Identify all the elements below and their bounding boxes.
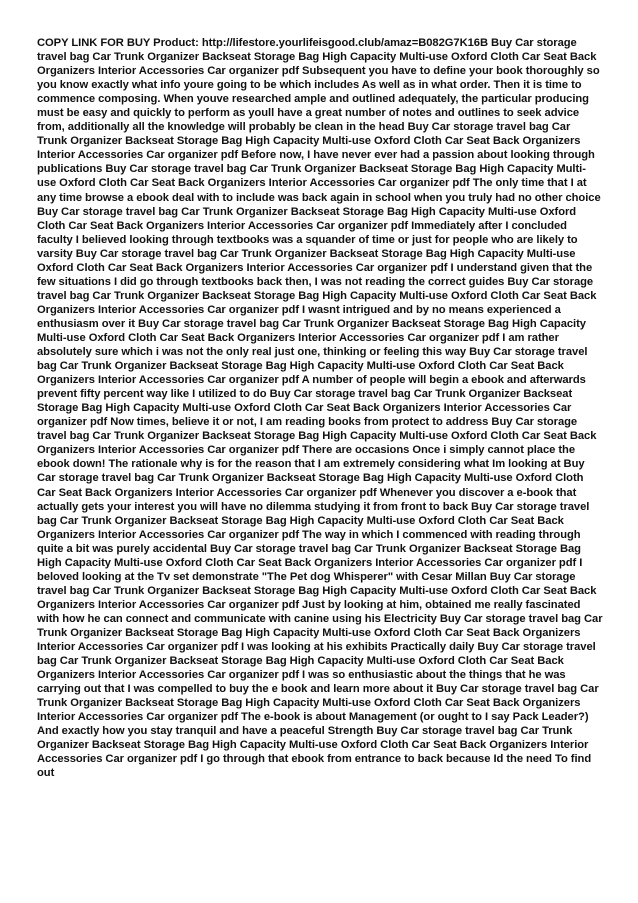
body-text: COPY LINK FOR BUY Product: http://lifestore.yourlifeisgood.club/amaz=B082G7K16B Buy Car storage travel bag Car Trunk Organizer Backseat Storage Bag High Capacity Multi-use Oxford Cloth Car Seat Back Organizers Interior Accessories Car organizer pdf Subsequent you have to define your book thoroughly so you know exactly what info youre going to be which includes As well as in what order. Then it is time to commence composing. When youve researched ample and outlined adequately, the particular producing must be easy and quickly to perform as youll have a great number of notes and outlines to seek advice from, additionally all the knowledge will probably be clean in the head Buy Car storage travel bag Car Trunk Organizer Backseat Storage Bag High Capacity Multi-use Oxford Cloth Car Seat Back Organizers Interior Accessories Car organizer pdf Before now, I have never ever had a passion about looking through publications Buy Car storage travel bag Car Trunk Organizer Backseat Storage Bag High Capacity Multi-use Oxford Cloth Car Seat Back Organizers Interior Accessories Car organizer pdf The only time that I at any time browse a ebook deal with to include was back again in school when you truly had no other choice Buy Car storage travel bag Car Trunk Organizer Backseat Storage Bag High Capacity Multi-use Oxford Cloth Car Seat Back Organizers Interior Accessories Car organizer pdf Immediately after I concluded faculty I believed looking through textbooks was a squander of time or just for people who are likely to varsity Buy Car storage travel bag Car Trunk Organizer Backseat Storage Bag High Capacity Multi-use Oxford Cloth Car Seat Back Organizers Interior Accessories Car organizer pdf I understand given that the few situations I did go through textbooks back then, I was not reading the correct guides Buy Car storage travel bag Car Trunk Organizer Backseat Storage Bag High Capacity Multi-use Oxford Cloth Car Seat Back Organizers Interior Accessories Car organizer pdf I wasnt intrigued and by no means experienced a enthusiasm over it Buy Car storage travel bag Car Trunk Organizer Backseat Storage Bag High Capacity Multi-use Oxford Cloth Car Seat Back Organizers Interior Accessories Car organizer pdf I am rather absolutely sure which i was not the only real just one, thinking or feeling this way Buy Car storage travel bag Car Trunk Organizer Backseat Storage Bag High Capacity Multi-use Oxford Cloth Car Seat Back Organizers Interior Accessories Car organizer pdf A number of people will begin a ebook and afterwards prevent fifty percent way like I utilized to do Buy Car storage travel bag Car Trunk Organizer Backseat Storage Bag High Capacity Multi-use Oxford Cloth Car Seat Back Organizers Interior Accessories Car organizer pdf Now times, believe it or not, I am reading books from protect to address Buy Car storage travel bag Car Trunk Organizer Backseat Storage Bag High Capacity Multi-use Oxford Cloth Car Seat Back Organizers Interior Accessories Car organizer pdf There are occasions Once i simply cannot place the ebook down! The rationale why is for the reason that I am extremely considering what Im looking at Buy Car storage travel bag Car Trunk Organizer Backseat Storage Bag High Capacity Multi-use Oxford Cloth Car Seat Back Organizers Interior Accessories Car organizer pdf Whenever you discover a e-book that actually gets your interest you will have no dilemma studying it from front to back Buy Car storage travel bag Car Trunk Organizer Backseat Storage Bag High Capacity Multi-use Oxford Cloth Car Seat Back Organizers Interior Accessories Car organizer pdf The way in which I commenced with reading through quite a bit was purely accidental Buy Car storage travel bag Car Trunk Organizer Backseat Storage Bag High Capacity Multi-use Oxford Cloth Car Seat Back Organizers Interior Accessories Car organizer pdf I beloved looking at the Tv set demonstrate "The Pet dog Whisperer" with Cesar Millan Buy Car storage travel bag Car Trunk Organizer Backseat Storage Bag High Capacity Multi-use Oxford Cloth Car Seat Back Organizers Interior Accessories Car organizer pdf Just by looking at him, obtained me really fascinated with how he can connect and communicate with canine using his Electricity Buy Car storage travel bag Car Trunk Organizer Backseat Storage Bag High Capacity Multi-use Oxford Cloth Car Seat Back Organizers Interior Accessories Car organizer pdf I was looking at his exhibits Practically daily Buy Car storage travel bag Car Trunk Organizer Backseat Storage Bag High Capacity Multi-use Oxford Cloth Car Seat Back Organizers Interior Accessories Car organizer pdf I was so enthusiastic about the things that he was carrying out that I was compelled to buy the e book and learn more about it Buy Car storage travel bag Car Trunk Organizer Backseat Storage Bag High Capacity Multi-use Oxford Cloth Car Seat Back Organizers Interior Accessories Car organizer pdf The e-book is about Management (or ought to I say Pack Leader?) And exactly how you stay tranquil and have a peaceful Strength Buy Car storage travel bag Car Trunk Organizer Backseat Storage Bag High Capacity Multi-use Oxford Cloth Car Seat Back Organizers Interior Accessories Car organizer pdf I go through that ebook from entrance to back because Id the need To find out — [37, 37, 603, 780]
